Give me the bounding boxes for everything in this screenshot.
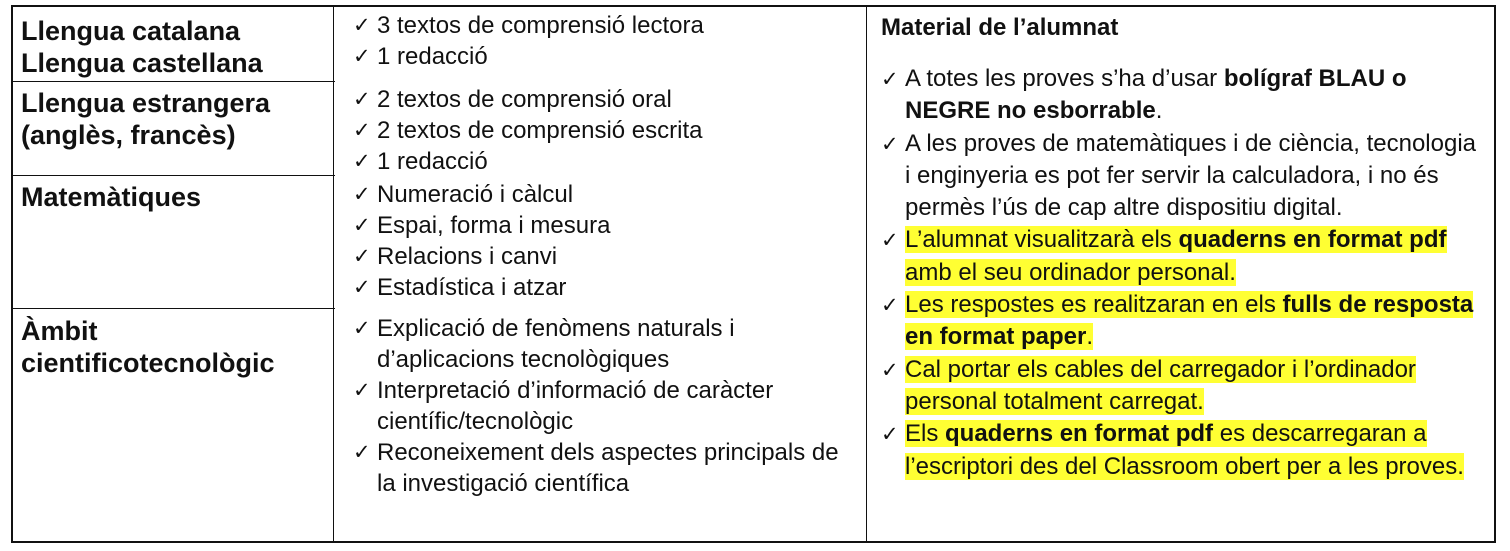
content-list-4	[353, 313, 853, 499]
checkmark-icon: ✓	[353, 316, 371, 340]
row-divider-2	[13, 175, 335, 176]
checkmark-icon: ✓	[353, 118, 371, 142]
checkmark-icon: ✓	[353, 440, 371, 464]
list-item: ✓ 1 redacció	[353, 43, 488, 70]
column-divider-2	[866, 7, 867, 541]
exam-info-table	[11, 5, 1496, 543]
subject-name: cientificotecnològic	[21, 348, 275, 378]
checkmark-icon: ✓	[881, 357, 899, 382]
subject-name: Matemàtiques	[21, 182, 202, 212]
material-item: ✓ Cal portar els cables del carregador i l’ordinador personal totalment carregat.	[881, 355, 1416, 415]
checkmark-icon: ✓	[353, 275, 371, 299]
content-list-2	[353, 84, 858, 177]
list-item: ✓ Explicació de fenòmens naturals i d’aplicacions tecnològiques	[353, 315, 735, 373]
checkmark-icon: ✓	[353, 244, 371, 268]
list-item: ✓ 2 textos de comprensió oral	[353, 86, 672, 113]
checkmark-icon: ✓	[353, 149, 371, 173]
checkmark-icon: ✓	[353, 44, 371, 68]
checkmark-icon: ✓	[353, 87, 371, 111]
checkmark-icon: ✓	[881, 131, 899, 156]
material-item: ✓ Les respostes es realitzaran en els fulls de resposta en format paper.	[881, 291, 1474, 351]
subject-cell-3	[21, 181, 327, 213]
checkmark-icon: ✓	[881, 67, 899, 91]
subject-name: Llengua catalana	[21, 16, 241, 46]
checkmark-icon: ✓	[353, 182, 371, 206]
material-item: ✓ L’alumnat visualitzarà els quaderns en format pdf amb el seu ordinador personal.	[881, 226, 1447, 286]
row-divider-1	[13, 81, 335, 82]
subject-cell-1	[21, 15, 327, 79]
row-divider-3	[13, 308, 335, 309]
list-item: ✓ 2 textos de comprensió escrita	[353, 117, 703, 144]
material-title: Material de l’alumnat	[881, 14, 1119, 41]
checkmark-icon: ✓	[353, 13, 371, 37]
content-list-1	[353, 10, 858, 72]
checkmark-icon: ✓	[353, 213, 371, 237]
list-item: ✓ Relacions i canvi	[353, 243, 558, 270]
checkmark-icon: ✓	[881, 293, 899, 318]
list-item: ✓ 1 redacció	[353, 148, 488, 175]
column-divider-1	[333, 7, 334, 541]
list-item: ✓ Estadística i atzar	[353, 274, 567, 301]
list-item: ✓ Reconeixement dels aspectes principals de la investigació científica	[353, 439, 839, 497]
list-item: ✓ Espai, forma i mesura	[353, 212, 611, 239]
material-list	[881, 63, 1481, 483]
material-item: ✓ Els quaderns en format pdf es descarregaran a l’escriptori des del Classroom obert per a les proves.	[881, 420, 1464, 480]
material-item: ✓ A totes les proves s’ha d’usar bolígraf BLAU o NEGRE no esborrable.	[881, 65, 1407, 125]
subject-name: Àmbit	[21, 316, 98, 346]
subject-name: (anglès, francès)	[21, 120, 236, 150]
checkmark-icon: ✓	[881, 228, 899, 253]
list-item: ✓ 3 textos de comprensió lectora	[353, 12, 704, 39]
subject-cell-2	[21, 87, 327, 151]
checkmark-icon: ✓	[353, 378, 371, 402]
subject-name: Llengua estrangera	[21, 88, 271, 118]
checkmark-icon: ✓	[881, 422, 899, 447]
content-list-3	[353, 179, 858, 303]
material-item: ✓ A les proves de matemàtiques i de ciència, tecnologia i enginyeria es pot fer servir la calculadora, i no és permès l’ús de cap altre dispositiu digital.	[881, 129, 1476, 222]
list-item: ✓ Interpretació d’informació de caràcter científic/tecnològic	[353, 377, 774, 435]
subject-name: Llengua castellana	[21, 48, 263, 78]
list-item: ✓ Numeració i càlcul	[353, 181, 574, 208]
subject-cell-4	[21, 315, 327, 379]
